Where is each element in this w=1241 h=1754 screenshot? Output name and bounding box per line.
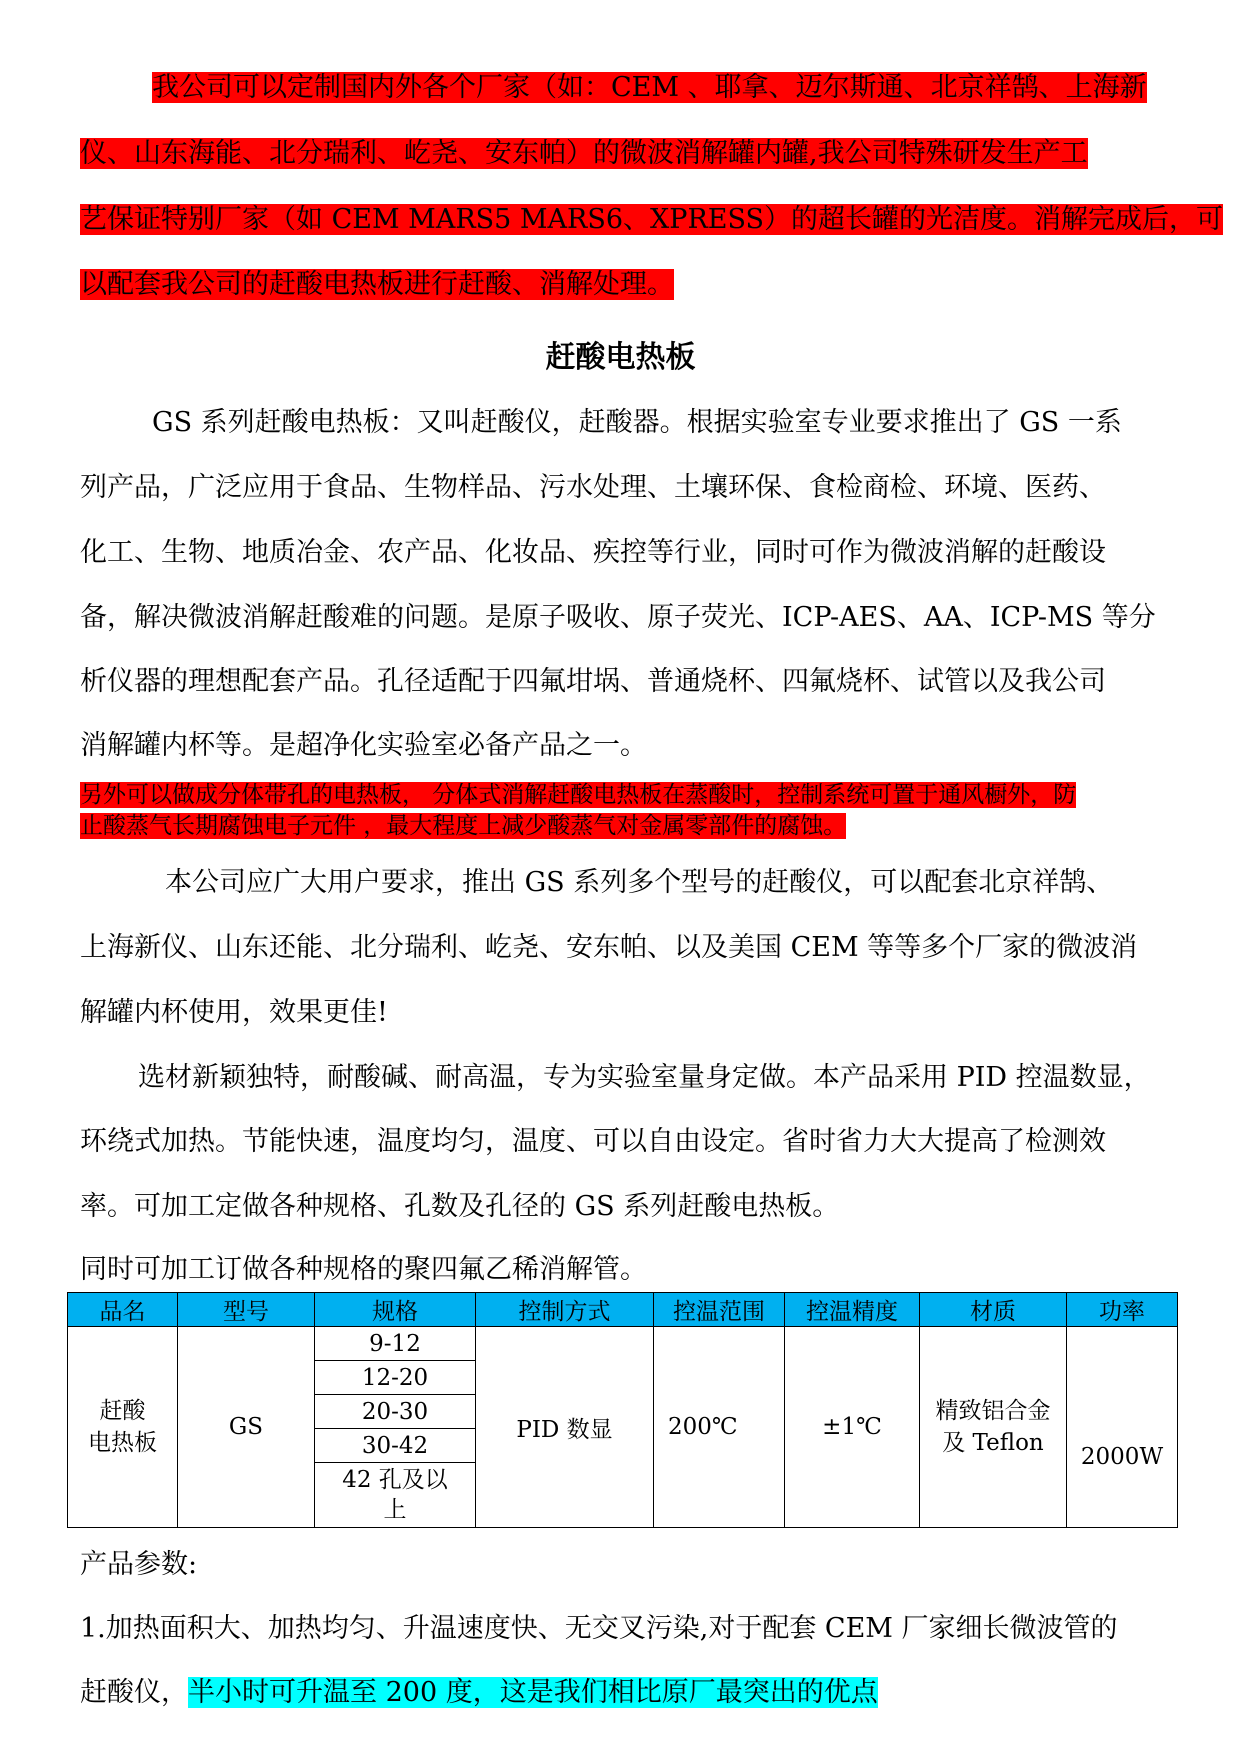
materials-line-3: 率。可加工定做各种规格、孔数及孔径的 GS 系列赶酸电热板。 [80,1191,840,1222]
params-heading: 产品参数: [80,1549,198,1580]
cell-name: 赶酸 电热板 [68,1327,178,1528]
cell-range: 200℃ [654,1327,785,1528]
cell-precision: ±1℃ [785,1327,920,1528]
cell-spec-1: 9-12 [315,1327,476,1361]
header-model: 型号 [178,1293,315,1327]
table-header-row [68,1293,1178,1327]
materials-line-1: 选材新颖独特，耐酸碱、耐高温，专为实验室量身定做。本产品采用 PID 控温数显， [138,1062,1151,1093]
models-line-3: 解罐内杯使用，效果更佳! [80,997,388,1028]
description-line-6: 消解罐内杯等。是超净化实验室必备产品之一。 [80,730,647,761]
materials-line-2: 环绕式加热。节能快速，温度均匀，温度、可以自由设定。省时省力大大提高了检测效 [80,1126,1106,1157]
cell-power: 2000W [1067,1327,1178,1528]
cell-control: PID 数显 [476,1327,654,1528]
header-spec: 规格 [315,1293,476,1327]
section-title: 赶酸电热板 [545,340,696,375]
description-line-3: 化工、生物、地质冶金、农产品、化妆品、疾控等行业，同时可作为微波消解的赶酸设 [80,537,1106,568]
cell-spec-2: 12-20 [315,1361,476,1395]
description-line-1: GS 系列赶酸电热板：又叫赶酸仪，赶酸器。根据实验室专业要求推出了 GS 一系 [152,407,1122,438]
table-row [68,1327,1178,1361]
header-name: 品名 [68,1293,178,1327]
intro-line-2: 仪、山东海能、北分瑞利、屹尧、安东帕）的微波消解罐内罐,我公司特殊研发生产工 [80,138,1088,169]
intro-line-4: 以配套我公司的赶酸电热板进行赶酸、消解处理。 [80,269,674,300]
description-line-4: 备，解决微波消解赶酸难的问题。是原子吸收、原子荧光、ICP-AES、AA、ICP-MS 等分 [80,602,1156,633]
note-line-1: 另外可以做成分体带孔的电热板， 分体式消解赶酸电热板在蒸酸时，控制系统可置于通风橱外，防 [80,782,1077,808]
intro-line-1: 我公司可以定制国内外各个厂家（如：CEM 、耶拿、迈尔斯通、北京祥鹄、上海新 [152,72,1147,103]
cell-spec-4: 30-42 [315,1429,476,1463]
header-range: 控温范围 [654,1293,785,1327]
description-line-5: 析仪器的理想配套产品。孔径适配于四氟坩埚、普通烧杯、四氟烧杯、试管以及我公司 [80,666,1106,697]
models-line-2: 上海新仪、山东还能、北分瑞利、屹尧、安东帕、以及美国 CEM 等等多个厂家的微波消 [80,932,1138,963]
params-item1-line1: 1.加热面积大、加热均匀、升温速度快、无交叉污染,对于配套 CEM 厂家细长微波管的 [80,1613,1118,1644]
note-line-2: 止酸蒸气长期腐蚀电子元件 ，最大程度上减少酸蒸气对金属零部件的腐蚀。 [80,813,847,839]
cell-material: 精致铝合金 及 Teflon [920,1327,1067,1528]
spec-table [67,1292,1178,1528]
description-line-2: 列产品，广泛应用于食品、生物样品、污水处理、土壤环保、食检商检、环境、医药、 [80,472,1106,503]
params-highlight: 半小时可升温至 200 度，这是我们相比原厂最突出的优点 [188,1677,878,1708]
intro-line-3: 艺保证特别厂家（如 CEM MARS5 MARS6、XPRESS）的超长罐的光洁度。消解完成后，可 [80,204,1224,235]
cell-model: GS [178,1327,315,1528]
header-precision: 控温精度 [785,1293,920,1327]
cell-spec-5: 42 孔及以 上 [315,1463,476,1528]
cell-spec-3: 20-30 [315,1395,476,1429]
header-power: 功率 [1067,1293,1178,1327]
models-line-1: 本公司应广大用户要求，推出 GS 系列多个型号的赶酸仪，可以配套北京祥鹄、 [165,867,1114,898]
params-item1-line2: 赶酸仪，半小时可升温至 200 度，这是我们相比原厂最突出的优点 [80,1677,878,1708]
header-control: 控制方式 [476,1293,654,1327]
materials-line-4: 同时可加工订做各种规格的聚四氟乙稀消解管。 [80,1254,647,1285]
header-material: 材质 [920,1293,1067,1327]
